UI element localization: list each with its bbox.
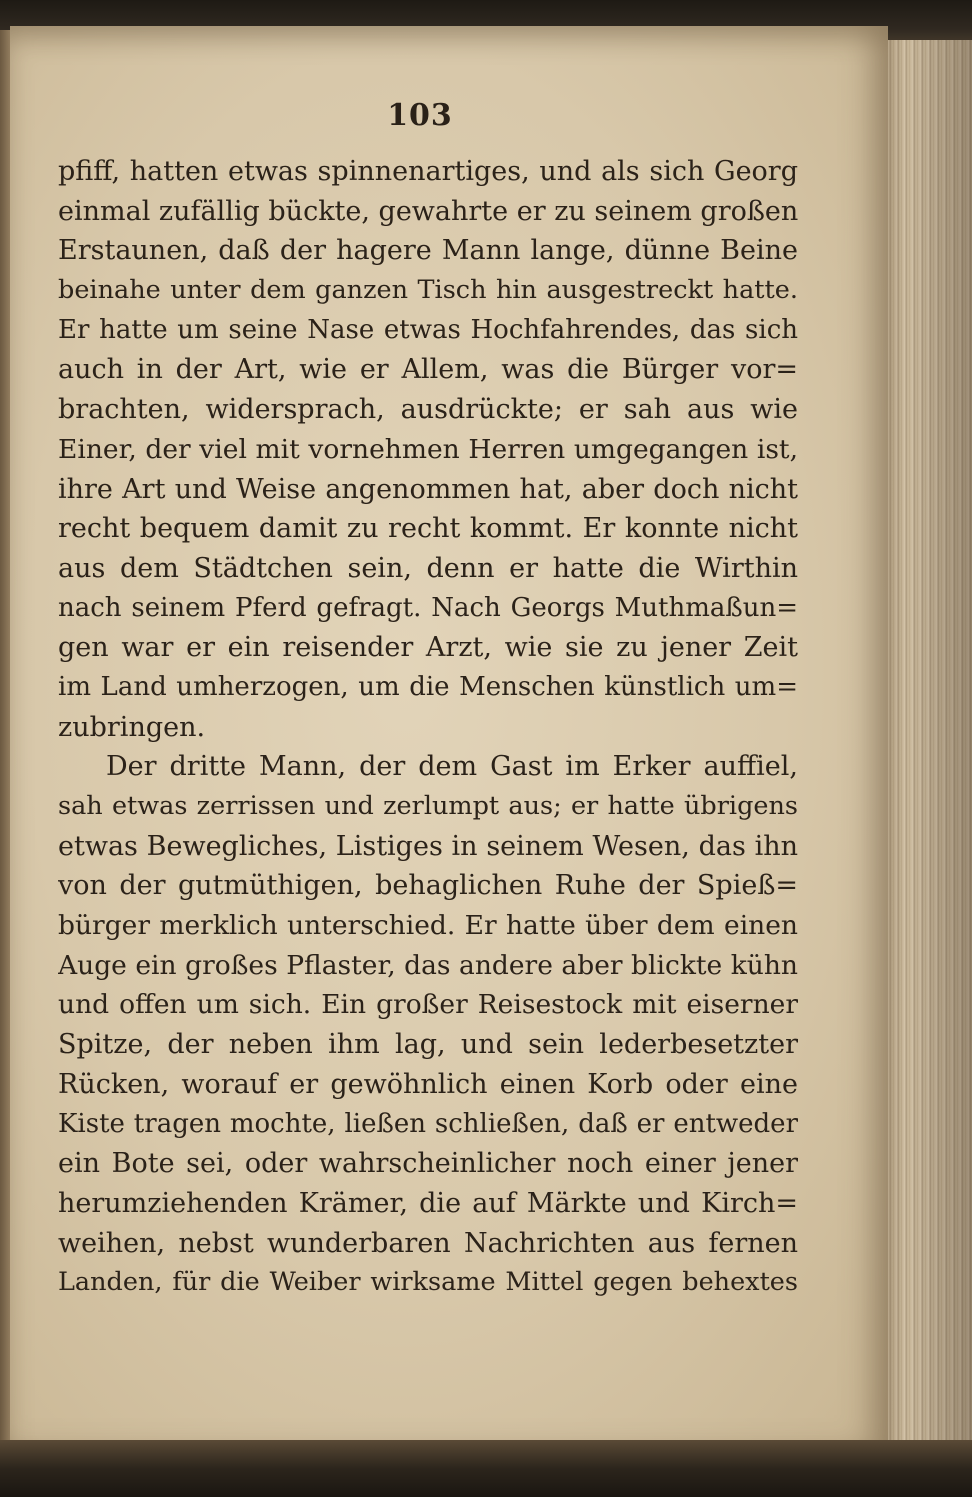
text-line: recht bequem damit zu recht kommt. Er konnte nicht	[58, 513, 798, 545]
text-line: Erstaunen, daß der hagere Mann lange, dünne Beine	[58, 235, 798, 267]
text-line: Auge ein großes Pflaster, das andere aber blickte kühn	[58, 949, 798, 981]
text-line: ihre Art und Weise angenommen hat, aber doch nicht	[58, 473, 798, 505]
text-line: gen war er ein reisender Arzt, wie sie zu jener Zeit	[58, 632, 798, 664]
text-line: Der dritte Mann, der dem Gast im Erker auffiel,	[106, 751, 798, 783]
page-number: 103	[387, 98, 453, 133]
text-line: einmal zufällig bückte, gewahrte er zu seinem großen	[58, 195, 798, 227]
text-line: von der gutmüthigen, behaglichen Ruhe der Spieß=	[58, 870, 798, 902]
text-line: ein Bote sei, oder wahrscheinlicher noch einer jener	[58, 1148, 798, 1180]
text-line: pfiff, hatten etwas spinnenartiges, und als sich Georg	[58, 156, 798, 187]
text-line: beinahe unter dem ganzen Tisch hin ausgestreckt hatte.	[58, 275, 798, 306]
bottom-shadow	[0, 1440, 972, 1497]
text-line: bürger merklich unterschied. Er hatte über dem einen	[58, 910, 798, 942]
text-line: brachten, widersprach, ausdrückte; er sah aus wie	[58, 394, 798, 426]
text-line: aus dem Städtchen sein, denn er hatte die Wirthin	[58, 552, 798, 584]
book-page	[10, 26, 888, 1451]
text-line: Er hatte um seine Nase etwas Hochfahrendes, das sich	[58, 314, 798, 345]
text-line: weihen, nebst wunderbaren Nachrichten aus fernen	[58, 1227, 798, 1259]
text-line: sah etwas zerrissen und zerlumpt aus; er hatte übrigens	[58, 791, 798, 821]
text-line: Landen, für die Weiber wirksame Mittel gegen behextes	[58, 1267, 798, 1298]
text-line: Spitze, der neben ihm lag, und sein lederbesetzter	[58, 1029, 798, 1061]
text-line: Einer, der viel mit vornehmen Herren umgegangen ist,	[58, 433, 798, 465]
text-line: etwas Bewegliches, Listiges in seinem Wesen, das ihn	[58, 830, 798, 862]
text-line: auch in der Art, wie er Allem, was die Bürger vor=	[58, 354, 798, 386]
text-line: Kiste tragen mochte, ließen schließen, daß er entweder	[58, 1108, 798, 1139]
text-line: und offen um sich. Ein großer Reisestock mit eiserner	[58, 989, 798, 1021]
text-line: im Land umherzogen, um die Menschen künstlich um=	[58, 671, 798, 702]
page-text	[58, 152, 798, 1303]
text-line: Rücken, worauf er gewöhnlich einen Korb oder eine	[58, 1068, 798, 1100]
page-block-shade	[878, 40, 972, 1450]
text-line: nach seinem Pferd gefragt. Nach Georgs Muthmaßun=	[58, 592, 798, 623]
text-line: zubringen.	[58, 711, 206, 743]
text-line: herumziehenden Krämer, die auf Märkte und Kirch=	[58, 1187, 798, 1219]
